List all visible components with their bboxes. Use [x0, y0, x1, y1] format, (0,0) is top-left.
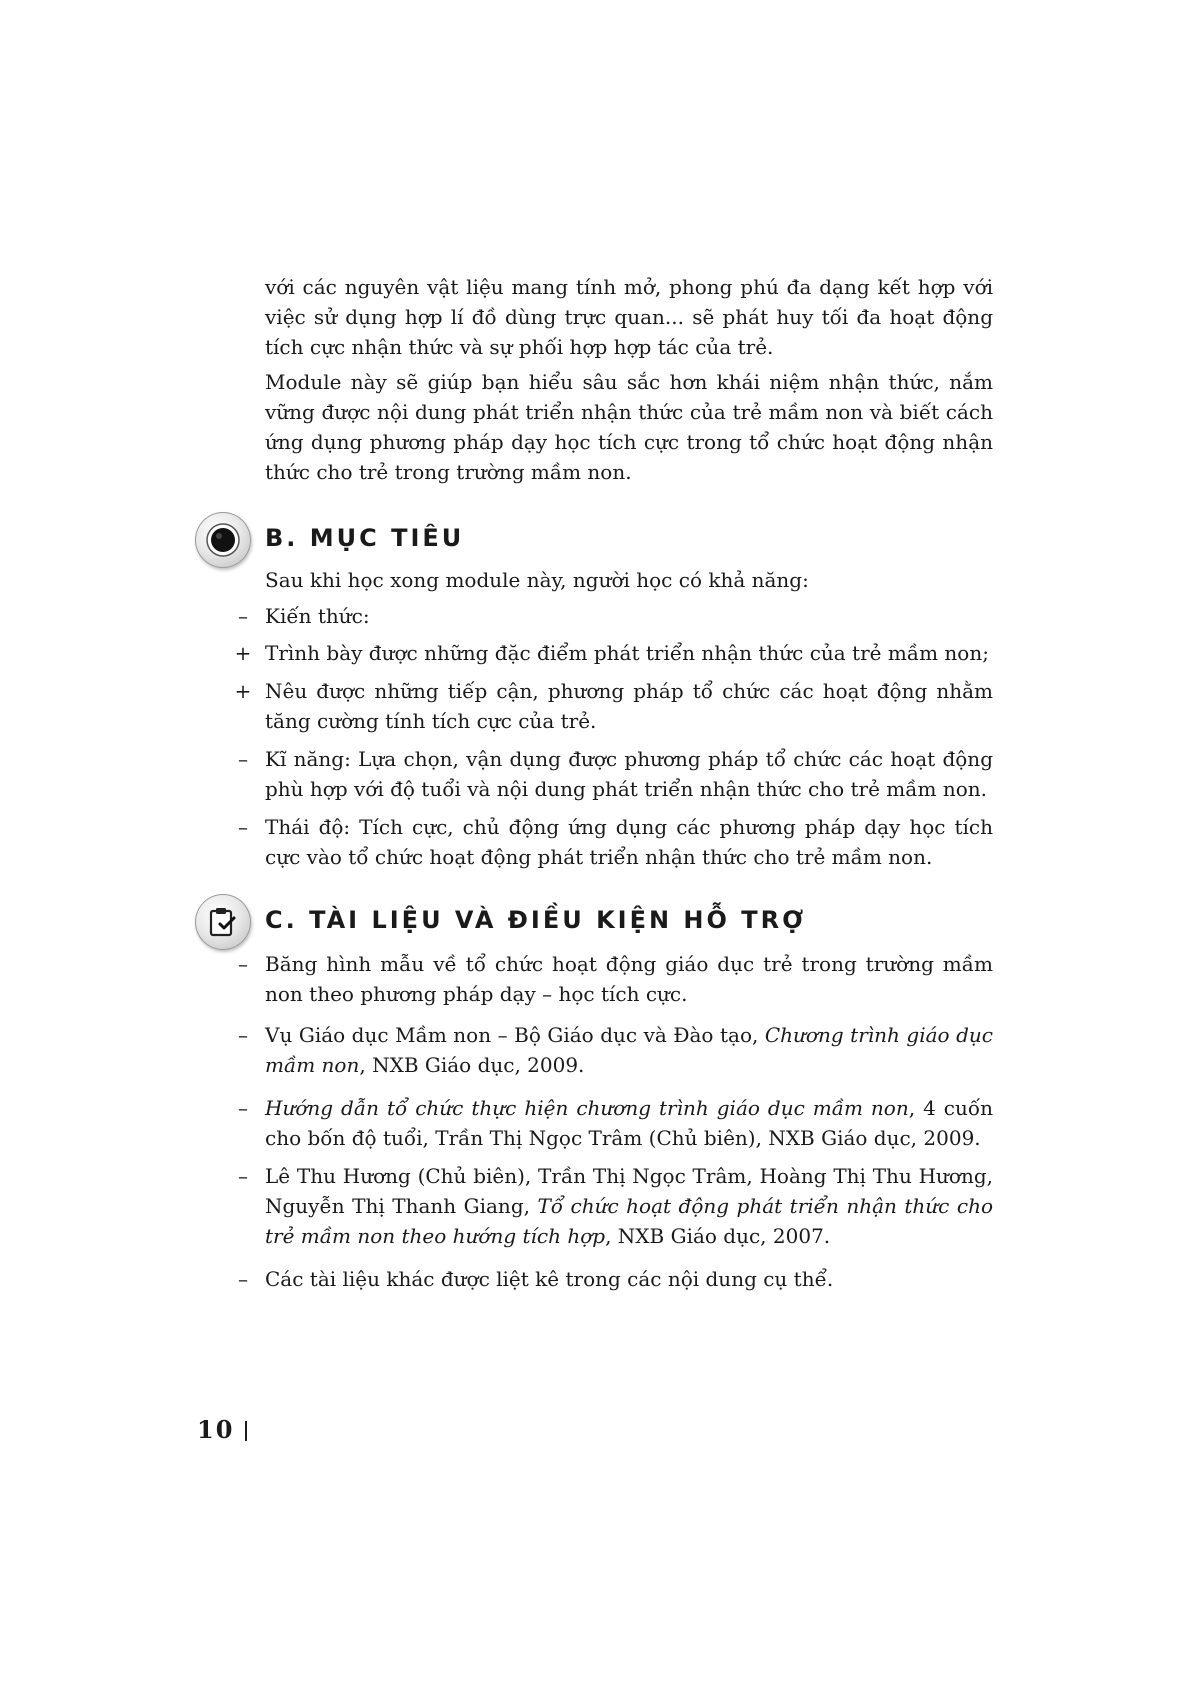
- clipboard-check-icon: [195, 894, 251, 950]
- list-item: Nêu được những tiếp cận, phương pháp tổ chức các hoạt động nhằm tăng cường tính tích cực của trẻ.: [265, 679, 993, 733]
- list-marker: –: [238, 1096, 248, 1120]
- list-item: Vụ Giáo dục Mầm non – Bộ Giáo dục và Đào tạo, Chương trình giáo dục mầm non, NXB Giáo dục, 2009.: [265, 1023, 993, 1077]
- book-title: Chương trình giáo dục mầm non: [265, 1023, 993, 1077]
- list-item: Băng hình mẫu về tổ chức hoạt động giáo dục trẻ trong trường mầm non theo phương pháp dạy – học tích cực.: [265, 952, 993, 1006]
- list-marker: +: [234, 679, 252, 703]
- list-marker: –: [238, 815, 248, 839]
- list-item: Kĩ năng: Lựa chọn, vận dụng được phương pháp tổ chức các hoạt động phù hợp với độ tuổi và nội dung phát triển nhận thức cho trẻ mầm non.: [265, 747, 993, 801]
- list-item: Trình bày được những đặc điểm phát triển nhận thức của trẻ mầm non;: [265, 641, 989, 665]
- list-marker: –: [238, 747, 248, 771]
- section-c-title: C. TÀI LIỆU VÀ ĐIỀU KIỆN HỖ TRỢ: [265, 906, 807, 934]
- list-item: Kiến thức:: [265, 604, 370, 628]
- section-b-title: B. MỤC TIÊU: [265, 524, 465, 552]
- list-marker: –: [238, 604, 248, 628]
- intro-paragraph-1: với các nguyên vật liệu mang tính mở, phong phú đa dạng kết hợp với việc sử dụng hợp lí đồ dùng trực quan... sẽ phát huy tối đa hoạt động tích cực nhận thức và sự phối hợp hợp tác của trẻ.: [265, 275, 993, 359]
- list-item: Thái độ: Tích cực, chủ động ứng dụng các phương pháp dạy học tích cực vào tổ chức hoạt động phát triển nhận thức cho trẻ mầm non.: [265, 815, 993, 869]
- target-icon: [195, 512, 251, 568]
- list-marker: –: [238, 1267, 248, 1291]
- section-c-heading: [195, 894, 995, 954]
- list-item: Lê Thu Hương (Chủ biên), Trần Thị Ngọc Trâm, Hoàng Thị Thu Hương, Nguyễn Thị Thanh Giang, Tổ chức hoạt động phát triển nhận thức cho trẻ mầm non theo hướng tích hợp, NXB Giáo dục, 2007.: [265, 1164, 993, 1248]
- list-marker: +: [234, 641, 252, 665]
- intro-paragraph-2: Module này sẽ giúp bạn hiểu sâu sắc hơn khái niệm nhận thức, nắm vững được nội dung phát triển nhận thức của trẻ mầm non và biết cách ứng dụng phương pháp dạy học tích cực trong tổ chức hoạt động nhận thức cho trẻ trong trường mầm non.: [265, 370, 993, 484]
- section-b-heading: [195, 512, 995, 572]
- list-marker: –: [238, 952, 248, 976]
- list-marker: –: [238, 1164, 248, 1188]
- page-number: 10: [197, 1415, 235, 1444]
- list-marker: –: [238, 1023, 248, 1047]
- list-item: Hướng dẫn tổ chức thực hiện chương trình giáo dục mầm non, 4 cuốn cho bốn độ tuổi, Trần Thị Ngọc Trâm (Chủ biên), NXB Giáo dục, 2009.: [265, 1096, 993, 1150]
- book-title: Hướng dẫn tổ chức thực hiện chương trình giáo dục mầm non: [265, 1096, 909, 1120]
- book-title: Tổ chức hoạt động phát triển nhận thức cho trẻ mầm non theo hướng tích hợp: [265, 1194, 993, 1248]
- section-b-lead: Sau khi học xong module này, người học có khả năng:: [265, 568, 809, 592]
- list-item: Các tài liệu khác được liệt kê trong các nội dung cụ thể.: [265, 1267, 834, 1291]
- page-number-divider: [245, 1421, 247, 1441]
